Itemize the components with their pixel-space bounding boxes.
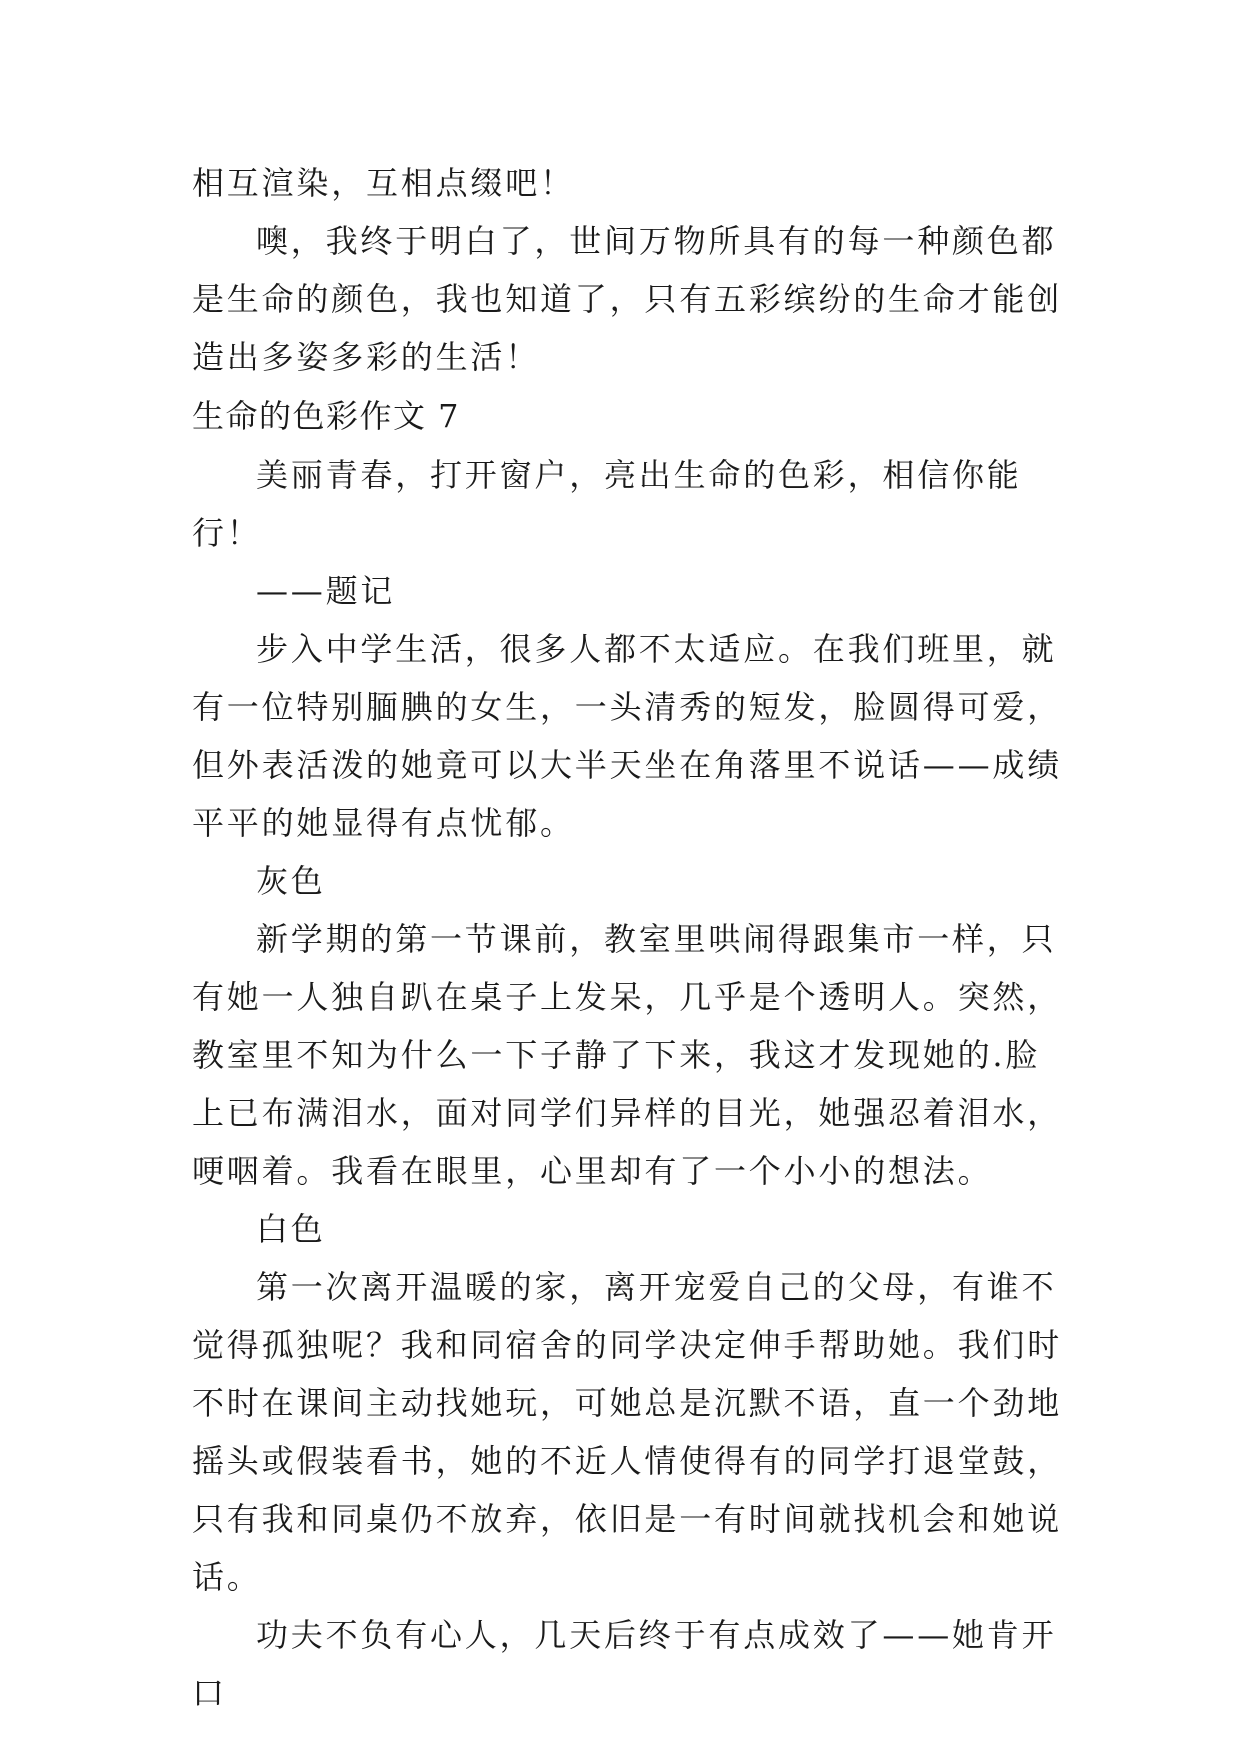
paragraph-continuation: 相互渲染，互相点缀吧！ <box>192 164 575 202</box>
paragraph-realization: 噢，我终于明白了，世间万物所具有的每一种颜色都是生命的颜色，我也知道了，只有五彩缤纷的生命才能创造出多姿多彩的生活！ <box>192 222 1063 376</box>
section-heading-white: 白色 <box>256 1210 326 1248</box>
document-body <box>192 154 1067 1722</box>
paragraph-effort: 功夫不负有心人，几天后终于有点成效了——她肯开口 <box>192 1616 1057 1712</box>
paragraph-intro: 步入中学生活，很多人都不太适应。在我们班里，就有一位特别腼腆的女生，一头清秀的短发，脸圆得可爱，但外表活泼的她竟可以大半天坐在角落里不说话——成绩平平的她显得有点忧郁。 <box>192 630 1063 842</box>
paragraph-white: 第一次离开温暖的家，离开宠爱自己的父母，有谁不觉得孤独呢？我和同宿舍的同学决定伸手帮助她。我们时不时在课间主动找她玩，可她总是沉默不语，直一个劲地摇头或假装看书，她的不近人情使得有的同学打退堂鼓，只有我和同桌仍不放弃，依旧是一有时间就找机会和她说话。 <box>192 1268 1063 1596</box>
epigraph-note: ——题记 <box>256 572 396 610</box>
section-heading-gray: 灰色 <box>256 862 326 900</box>
paragraph-gray: 新学期的第一节课前，教室里哄闹得跟集市一样，只有她一人独自趴在桌子上发呆，几乎是个透明人。突然，教室里不知为什么一下子静了下来，我这才发现她的.脸上已布满泪水，面对同学们异样的目光，她强忍着泪水，哽咽着。我看在眼里，心里却有了一个小小的想法。 <box>192 920 1063 1190</box>
epigraph: 美丽青春，打开窗户，亮出生命的色彩，相信你能行！ <box>192 456 1022 552</box>
essay-title: 生命的色彩作文 7 <box>192 397 461 435</box>
